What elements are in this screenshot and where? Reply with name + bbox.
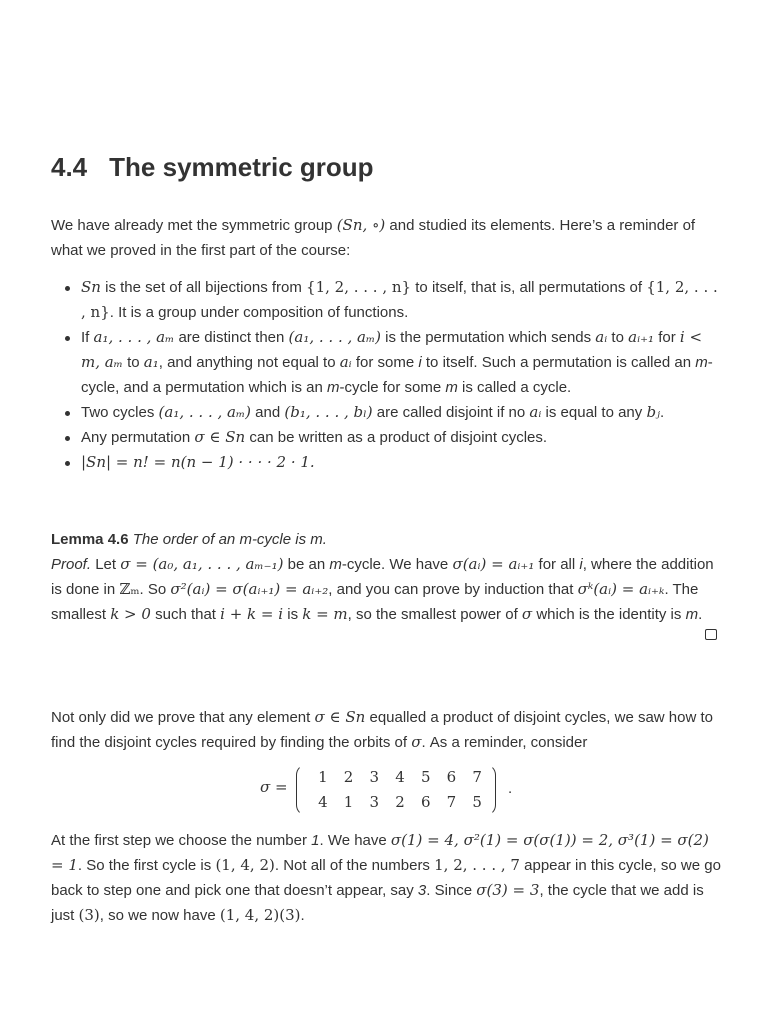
lemma-block xyxy=(51,527,723,627)
list-item: Two cycles (a₁, . . . , aₘ) and (b₁, . . . , bₗ) are called disjoint if no aᵢ is equal to any bⱼ. xyxy=(51,400,723,425)
list-item: If a₁, . . . , aₘ are distinct then (a₁, . . . , aₘ) is the permutation which sends aᵢ to aᵢ₊₁ for i < m, aₘ to a₁, and anything not equal to aᵢ for some i to itself. Such a permutation is called an m-cycle, and a permutation which is an m-cycle for some m is called a cycle. xyxy=(51,325,723,400)
list-item: Sn is the set of all bijections from {1, 2, . . . , n} to itself, that is, all permutations of {1, 2, . . . , n}. It is a group under composition of functions. xyxy=(51,275,723,325)
lemma-label: Lemma 4.6 xyxy=(51,531,129,548)
left-paren xyxy=(296,764,307,816)
math-inline: (Sn, ∘) xyxy=(336,216,386,234)
list-item: |Sn| = n! = n(n − 1) · · · · 2 · 1. xyxy=(51,450,723,475)
orbits-paragraph: Not only did we prove that any element σ ∈ Sn equalled a product of disjoint cycles, we saw how to find the disjoint cycles required by finding the orbits of σ. As a reminder, consider xyxy=(51,708,714,751)
right-paren xyxy=(485,764,496,816)
matrix-top-row: 1 2 3 4 5 6 7 xyxy=(318,768,482,786)
matrix-lhs: σ = xyxy=(260,778,288,796)
section-title: The symmetric group xyxy=(109,152,374,182)
lemma-statement: The order of an m-cycle is m. xyxy=(128,531,327,548)
proof-paragraph: Proof. Let σ = (a₀, a₁, . . . , aₘ₋₁) be an m-cycle. We have σ(aᵢ) = aᵢ₊₁ for all i, where the addition is done in ℤₘ. So σ²(aᵢ) = σ(aᵢ₊₁) = aᵢ₊₂, and you can prove by induction that σᵏ(aᵢ) = aᵢ₊ₖ. The smallest k > 0 such that i + k = i is k = m, so the smallest power of σ which is the identity is m. xyxy=(51,555,714,623)
list-item: Any permutation σ ∈ Sn can be written as a product of disjoint cycles. xyxy=(51,425,723,450)
section-heading xyxy=(51,152,374,183)
first-step-paragraph: At the first step we choose the number 1. We have σ(1) = 4, σ²(1) = σ(σ(1)) = 2, σ³(1) = σ(2) = 1. So the first cycle is (1, 4, 2). Not all of the numbers 1, 2, . . . , 7 appear in this cycle, so we go back to step one and pick one that doesn’t appear, say 3. Since σ(3) = 3, the cycle that we add is just (3), so we now have (1, 4, 2)(3). xyxy=(51,831,721,924)
qed-box-icon xyxy=(705,629,717,640)
matrix-bottom-row: 4 1 3 2 6 7 5 xyxy=(318,793,482,811)
proof-label: Proof. xyxy=(51,556,92,573)
matrix-period: . xyxy=(508,780,513,797)
section-number: 4.4 xyxy=(51,152,88,182)
intro-paragraph: We have already met the symmetric group (Sn, ∘) and studied its elements. Here’s a reminder of what we proved in the first part of the course: xyxy=(51,216,696,259)
reminder-list xyxy=(51,275,723,475)
